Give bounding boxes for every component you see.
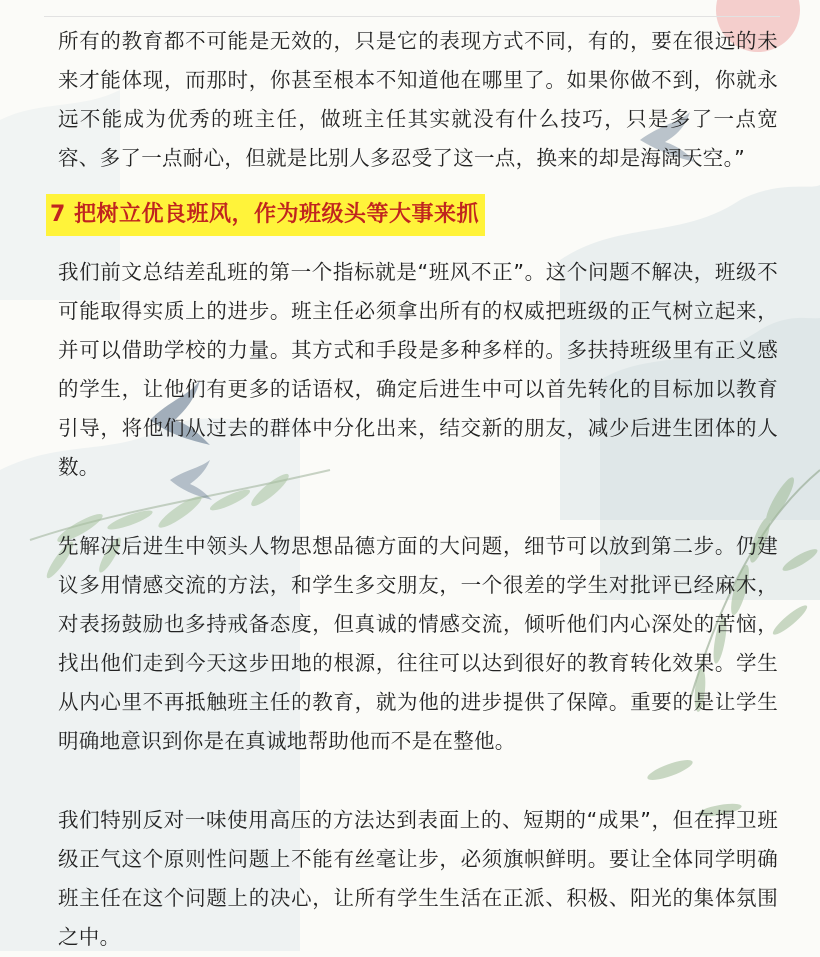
section-heading-wrapper (46, 194, 778, 236)
paragraph-1: 我们前文总结差乱班的第一个指标就是“班风不正”。这个问题不解决，班级不可能取得实质上的进步。班主任必须拿出所有的权威把班级的正气树立起来，并可以借助学校的力量。其方式和手段是多种多样的。多扶持班级里有正义感的学生，让他们有更多的话语权，确定后进生中可以首先转化的目标加以教育引导，将他们从过去的群体中分化出来，结交新的朋友，减少后进生团体的人数。 (58, 260, 778, 479)
paragraph-0: 所有的教育都不可能是无效的，只是它的表现方式不同，有的，要在很远的未来才能体现，而那时，你甚至根本不知道他在哪里了。如果你做不到，你就永远不能成为优秀的班主任，做班主任其实就没有什么技巧，只是多了一点宽容、多了一点耐心，但就是比别人多忍受了这一点，换来的却是海阔天空。” (58, 29, 778, 170)
section-heading: 7 把树立优良班风，作为班级头等大事来抓 (46, 194, 485, 236)
paragraph-gap (58, 761, 778, 801)
paragraph-3: 我们特别反对一味使用高压的方法达到表面上的、短期的“成果”，但在捍卫班级正气这个原则性问题上不能有丝毫让步，必须旗帜鲜明。要让全体同学明确班主任在这个问题上的决心，让所有学生生活在正派、积极、阳光的集体氛围之中。 (58, 808, 778, 949)
paragraph-2: 先解决后进生中领头人物思想品德方面的大问题，细节可以放到第二步。仍建议多用情感交流的方法，和学生多交朋友，一个很差的学生对批评已经麻木，对表扬鼓励也多持戒备态度，但真诚的情感交流，倾听他们内心深处的苦恼，找出他们走到今天这步田地的根源，往往可以达到很好的教育转化效果。学生从内心里不再抵触班主任的教育，就为他的进步提供了保障。重要的是让学生明确地意识到你是在真诚地帮助他而不是在整他。 (58, 534, 778, 753)
paragraph-gap (58, 487, 778, 527)
top-divider (44, 16, 780, 17)
article-body (50, 22, 778, 957)
